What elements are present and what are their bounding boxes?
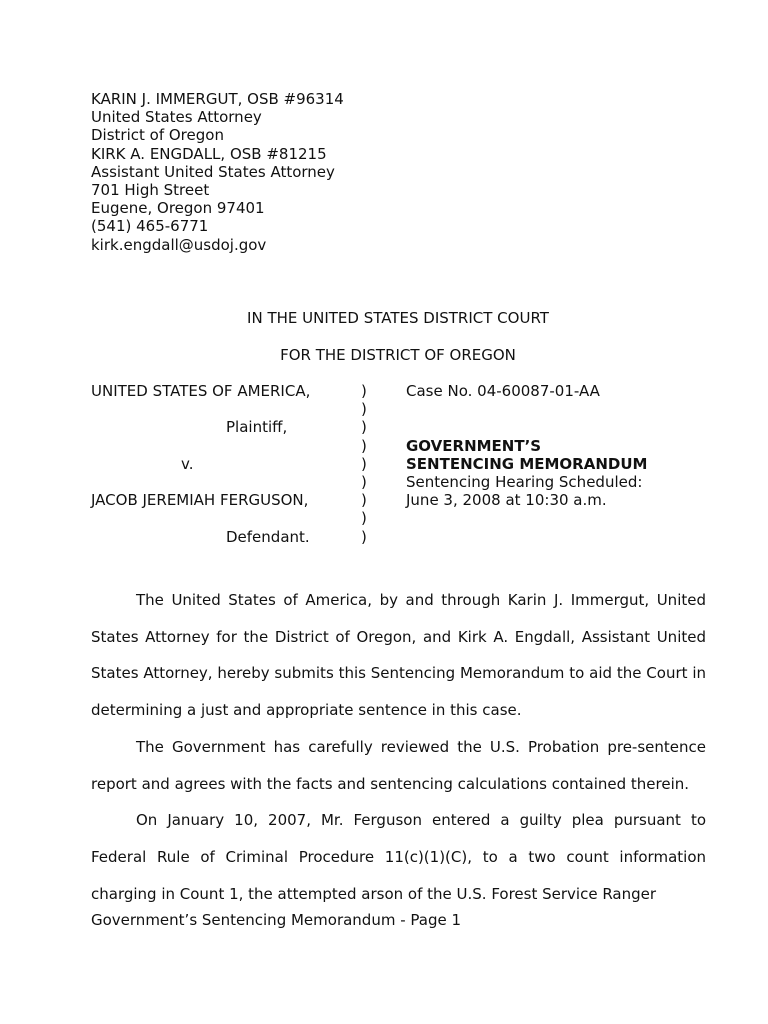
caption-paren: ) — [361, 454, 367, 473]
body-paragraph: The United States of America, by and through Karin J. Immergut, United States Attorney for the District of Oregon, and Kirk A. Engdall, Assistant United States Attorney, hereby submits this Sentencing Memorandum to aid the Court in determining a just and appropriate sentence in this case. — [91, 591, 706, 720]
caption-paren: ) — [361, 382, 367, 400]
header-line: Assistant United States Attorney — [91, 162, 335, 181]
hearing-date: June 3, 2008 at 10:30 a.m. — [406, 491, 607, 510]
defendant-label: Defendant. — [226, 527, 310, 546]
document-title-line1: GOVERNMENT’S — [406, 436, 542, 455]
hearing-label: Sentencing Hearing Scheduled: — [406, 472, 643, 491]
caption-parties — [91, 382, 351, 546]
caption-paren: ) — [361, 472, 367, 491]
versus-label: v. — [181, 454, 194, 473]
caption-parentheses — [361, 382, 367, 546]
caption-paren: ) — [361, 436, 367, 455]
caption-case-info — [406, 382, 647, 509]
attorney-header — [91, 90, 344, 254]
page-footer: Government’s Sentencing Memorandum - Page 1 — [91, 911, 462, 929]
header-line: (541) 465-6771 — [91, 217, 209, 236]
header-line: kirk.engdall@usdoj.gov — [91, 235, 267, 254]
plaintiff-label: Plaintiff, — [226, 418, 288, 437]
memorandum-body — [91, 582, 706, 912]
document-title-line2: SENTENCING MEMORANDUM — [406, 454, 648, 473]
caption-paren: ) — [361, 418, 367, 437]
body-paragraph: On January 10, 2007, Mr. Ferguson entered a guilty plea pursuant to Federal Rule of Criminal Procedure 11(c)(1)(C), to a two count information charging in Count 1, the attempted arson of the U.S. Forest Service Ranger — [91, 811, 706, 903]
body-paragraph: The Government has carefully reviewed the U.S. Probation pre-sentence report and agrees with the facts and sentencing calculations contained therein. — [91, 737, 706, 793]
header-line: KIRK A. ENGDALL, OSB #81215 — [91, 144, 327, 163]
caption-paren: ) — [361, 491, 367, 510]
case-caption — [0, 382, 768, 552]
defendant-name: JACOB JEREMIAH FERGUSON, — [91, 491, 309, 510]
header-line: KARIN J. IMMERGUT, OSB #96314 — [91, 90, 344, 108]
header-line: District of Oregon — [91, 126, 224, 145]
header-line: Eugene, Oregon 97401 — [91, 199, 265, 218]
court-name: IN THE UNITED STATES DISTRICT COURT — [247, 309, 549, 327]
plaintiff-name: UNITED STATES OF AMERICA, — [91, 382, 311, 400]
caption-paren: ) — [361, 400, 367, 419]
court-district: FOR THE DISTRICT OF OREGON — [280, 346, 516, 364]
header-line: United States Attorney — [91, 108, 262, 127]
caption-paren: ) — [361, 509, 367, 528]
case-number: Case No. 04-60087-01-AA — [406, 382, 600, 400]
header-line: 701 High Street — [91, 181, 210, 200]
caption-paren: ) — [361, 527, 367, 546]
